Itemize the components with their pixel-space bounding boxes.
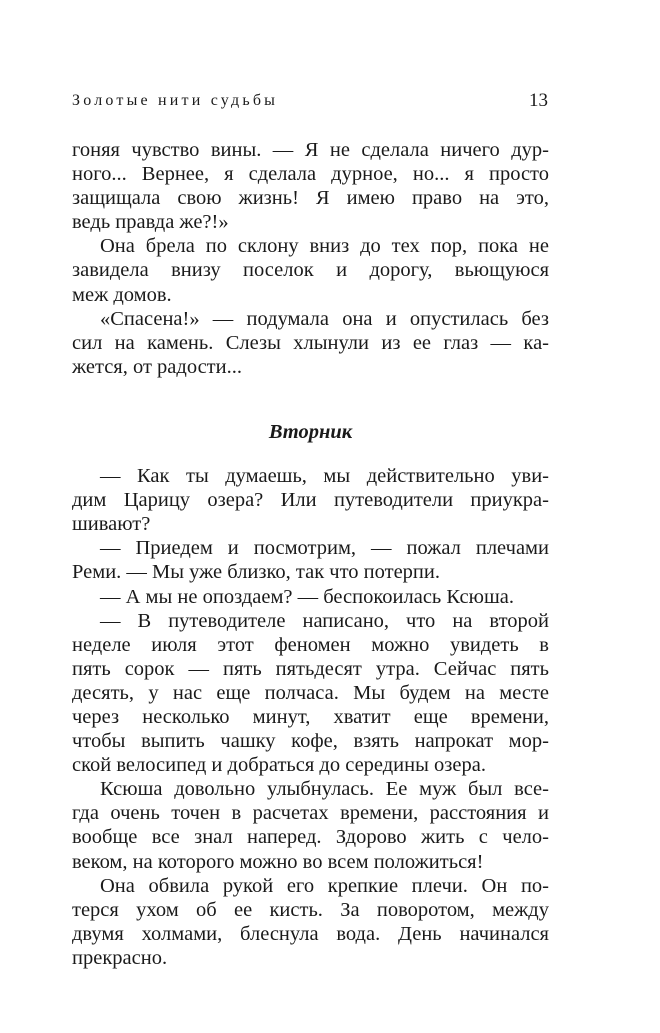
- text-line: шивают?: [72, 513, 151, 536]
- text-line: меж домов.: [72, 283, 172, 306]
- text-line: чтобы выпить чашку кофе, взять напрокат мор-: [72, 730, 549, 753]
- text-line: гда очень точен в расчетах времени, расстояния и: [72, 802, 549, 825]
- text-line: Реми. — Мы уже близко, так что потерпи.: [72, 561, 440, 584]
- text-line: «Спасена!» — подумала она и опустилась без: [100, 307, 549, 330]
- text-line: ской велосипед и добраться до середины озера.: [72, 754, 486, 777]
- text-line: терся ухом об ее кисть. За поворотом, между: [72, 898, 549, 921]
- section-title: Вторник: [268, 420, 353, 443]
- text-line: жется, от радости...: [72, 355, 242, 378]
- text-line: ведь правда же?!»: [72, 211, 229, 234]
- text-line: ного... Вернее, я сделала дурное, но... я просто: [72, 163, 549, 186]
- text-line: Ксюша довольно улыбнулась. Ее муж был все-: [100, 778, 549, 801]
- text-line: вообще все знал наперед. Здорово жить с чело-: [72, 826, 549, 849]
- text-line: пять сорок — пять пятьдесят утра. Сейчас пять: [72, 657, 549, 680]
- text-line: — Приедем и посмотрим, — пожал плечами: [100, 537, 549, 560]
- text-line: Она брела по склону вниз до тех пор, пока не: [100, 235, 549, 258]
- text-line: — В путеводителе написано, что на второй: [100, 609, 549, 632]
- text-line: — Как ты думаешь, мы действительно уви-: [100, 465, 549, 488]
- text-line: — А мы не опоздаем? — беспокоилась Ксюша.: [100, 585, 514, 608]
- text-line: двумя холмами, блеснула вода. День начинался: [72, 922, 549, 945]
- text-line: веком, на которого можно во всем положиться!: [72, 850, 484, 873]
- text-line: защищала свою жизнь! Я имею право на это,: [72, 187, 549, 210]
- text-line: гоняя чувство вины. — Я не сделала ничего дур-: [72, 139, 549, 161]
- text-line: прекрасно.: [72, 946, 168, 969]
- text-line: дим Царицу озера? Или путеводители приукра-: [72, 489, 549, 512]
- text-line: через несколько минут, хватит еще времени,: [72, 705, 549, 728]
- text-line: Она обвила рукой его крепкие плечи. Он по-: [100, 874, 549, 897]
- text-line: десять, у нас еще полчаса. Мы будем на месте: [72, 681, 549, 704]
- page-number: 13: [529, 90, 548, 111]
- body-text: [72, 138, 549, 970]
- text-line: завидела внизу поселок и дорогу, вьющуюся: [72, 259, 549, 282]
- text-line: сил на камень. Слезы хлынули из ее глаз — ка-: [72, 331, 549, 354]
- running-title: Золотые нити судьбы: [72, 92, 279, 109]
- text-line: неделе июля этот феномен можно увидеть в: [72, 633, 549, 656]
